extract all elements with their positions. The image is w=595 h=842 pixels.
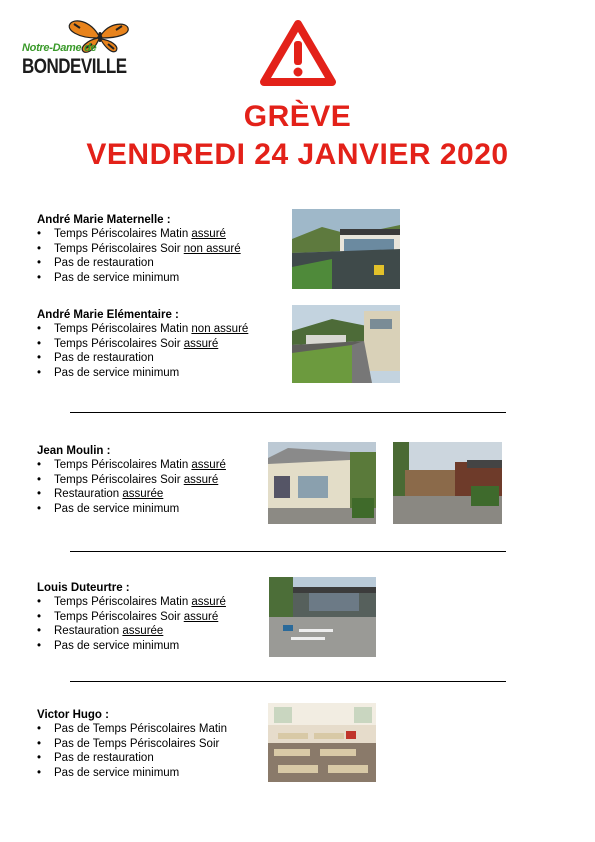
service-list (37, 227, 241, 285)
service-item (37, 751, 227, 765)
school-name: André Marie Maternelle : (37, 214, 171, 226)
service-list (37, 722, 227, 780)
service-item (37, 502, 226, 516)
service-text: Temps Périscolaires Matin (54, 459, 192, 472)
section-divider (70, 681, 506, 682)
service-item (37, 595, 226, 609)
service-item (37, 766, 227, 780)
school-photo (268, 442, 376, 524)
school-photo (393, 442, 502, 524)
service-item (37, 351, 248, 365)
service-status: non assuré (191, 323, 249, 336)
service-text: Temps Périscolaires Soir (54, 242, 184, 255)
service-status: assuré (183, 337, 219, 350)
section-divider (70, 551, 506, 552)
section-divider (70, 412, 506, 413)
service-status: non assuré (183, 242, 241, 255)
service-text: Pas de Temps Périscolaires Matin (54, 723, 227, 736)
school-block-louis-duteurtre (37, 581, 226, 653)
service-text: Restauration (54, 625, 123, 638)
school-name: Jean Moulin : (37, 445, 111, 457)
school-name: Victor Hugo : (37, 709, 109, 721)
service-text: Pas de service minimum (54, 766, 180, 779)
school-photo (269, 577, 376, 657)
school-photo (268, 703, 376, 782)
service-item (37, 256, 241, 270)
service-item (37, 337, 248, 351)
service-item (37, 271, 241, 285)
service-list (37, 595, 226, 653)
service-item (37, 487, 226, 501)
service-list (37, 458, 226, 516)
service-text: Pas de service minimum (54, 271, 180, 284)
school-photo (292, 209, 400, 289)
school-name: Louis Duteurtre : (37, 582, 130, 594)
service-text: Restauration (54, 488, 123, 501)
strike-date: VENDREDI 24 JANVIER 2020 (86, 138, 509, 171)
school-photo (292, 305, 400, 383)
service-item (37, 242, 241, 256)
service-text: Temps Périscolaires Soir (54, 610, 184, 623)
school-block-andre-marie-elementaire (37, 308, 248, 380)
service-text: Temps Périscolaires Matin (54, 228, 192, 241)
service-status: assuré (183, 473, 219, 486)
service-item (37, 322, 248, 336)
service-text: Pas de restauration (54, 257, 154, 270)
page-title: GRÈVE (243, 100, 352, 133)
service-item (37, 458, 226, 472)
service-status: assuré (191, 459, 226, 472)
service-item (37, 639, 226, 653)
service-status: assuré (191, 596, 226, 609)
service-status: assuré (183, 610, 219, 623)
service-item (37, 610, 226, 624)
service-list (37, 322, 248, 380)
service-text: Pas de service minimum (54, 639, 180, 652)
service-text: Pas de Temps Périscolaires Soir (54, 737, 220, 750)
service-text: Pas de restauration (54, 752, 154, 765)
service-text: Pas de service minimum (54, 502, 180, 515)
service-item (37, 227, 241, 241)
service-item (37, 473, 226, 487)
service-text: Temps Périscolaires Soir (54, 473, 184, 486)
service-item (37, 366, 248, 380)
service-item (37, 722, 227, 736)
service-item (37, 737, 227, 751)
warning-icon (259, 18, 337, 88)
school-name: André Marie Elémentaire : (37, 309, 179, 321)
service-status: assurée (122, 488, 164, 501)
school-block-victor-hugo (37, 708, 227, 780)
service-item (37, 624, 226, 638)
service-text: Temps Périscolaires Matin (54, 596, 192, 609)
school-block-andre-marie-maternelle (37, 213, 241, 285)
logo-line-1: Notre-Dame de (22, 42, 97, 54)
service-status: assuré (191, 228, 226, 241)
service-text: Pas de service minimum (54, 366, 180, 379)
school-block-jean-moulin (37, 444, 226, 516)
service-text: Pas de restauration (54, 352, 154, 365)
logo-line-2: BONDEVILLE (22, 54, 127, 78)
service-text: Temps Périscolaires Matin (54, 323, 192, 336)
town-logo (20, 18, 130, 80)
service-status: assurée (122, 625, 164, 638)
service-text: Temps Périscolaires Soir (54, 337, 184, 350)
